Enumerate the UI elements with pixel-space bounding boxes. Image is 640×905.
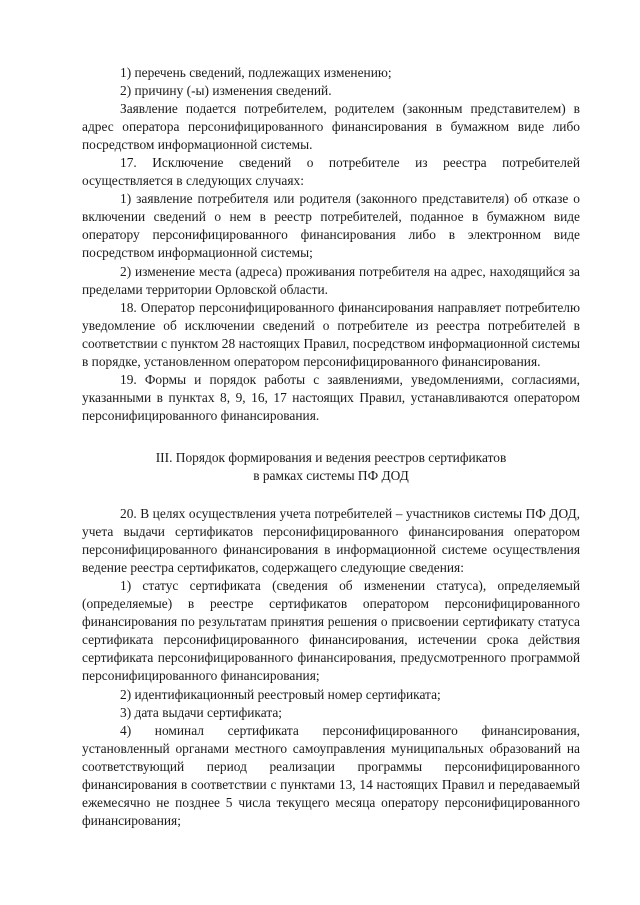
section-heading-line: в рамках системы ПФ ДОД: [253, 467, 409, 483]
paragraph: 17. Исключение сведений о потребителе из реестра потребителей осуществляется в следующих случаях:: [82, 155, 580, 189]
paragraph: 2) изменение места (адреса) проживания потребителя на адрес, находящийся за пределами территории Орловской области.: [82, 263, 580, 297]
section-heading: [82, 449, 580, 485]
list-item: 1) перечень сведений, подлежащих изменению;: [120, 65, 392, 80]
paragraph: 3) дата выдачи сертификата;: [120, 704, 283, 720]
paragraph: 19. Формы и порядок работы с заявлениями, уведомлениями, согласиями, указанными в пунктах 8, 9, 16, 17 настоящих Правил, устанавливаются оператором персонифицированного финансирования.: [82, 371, 580, 423]
paragraph: 18. Оператор персонифицированного финансирования направляет потребителю уведомление об исключении сведений о потребителе из реестра потребителей в соответствии с пунктом 28 настоящих Правил, посредством информационной системы в порядке, установленном оператором персонифицированного финансирования.: [82, 299, 580, 369]
paragraph: Заявление подается потребителем, родителем (законным представителем) в адрес оператора персонифицированного финансирования в бумажном виде либо посредством информационной системы.: [82, 101, 580, 153]
section-heading-line: III. Порядок формирования и ведения реестров сертификатов: [155, 449, 507, 465]
paragraph: 1) статус сертификата (сведения об изменении статуса), определяемый (определяемые) в реестре сертификатов оператором персонифицированного финансирования по результатам принятия решения о присвоении сертификату статуса сертификата персонифицированного финансирования, истечении срока действия сертификата персонифицированного финансирования, предусмотренного программой персонифицированного финансирования;: [82, 578, 580, 684]
paragraph: 4) номинал сертификата персонифицированного финансирования, установленный органами местного самоуправления муниципальных образований на соответствующий период реализации программы персонифицированного финансирования в соответствии с пунктами 13, 14 настоящих Правил и передаваемый ежемесячно не позднее 5 числа текущего месяца оператору персонифицированного финансирования;: [82, 722, 580, 828]
list-item: 2) причину (-ы) изменения сведений.: [120, 83, 332, 99]
paragraph: 20. В целях осуществления учета потребителей – участников системы ПФ ДОД, учета выдачи сертификатов персонифицированного финансирования оператором персонифицированного финансирования в информационной системе осуществления ведение реестра сертификатов, содержащего следующие сведения:: [82, 506, 580, 576]
document-body: [82, 64, 580, 830]
paragraph: 2) идентификационный реестровый номер сертификата;: [120, 686, 441, 702]
paragraph: 1) заявление потребителя или родителя (законного представителя) об отказе о включении сведений о нем в реестр потребителей, поданное в бумажном виде оператору персонифицированного финансирования либо в электронном виде посредством информационной системы;: [82, 191, 580, 261]
